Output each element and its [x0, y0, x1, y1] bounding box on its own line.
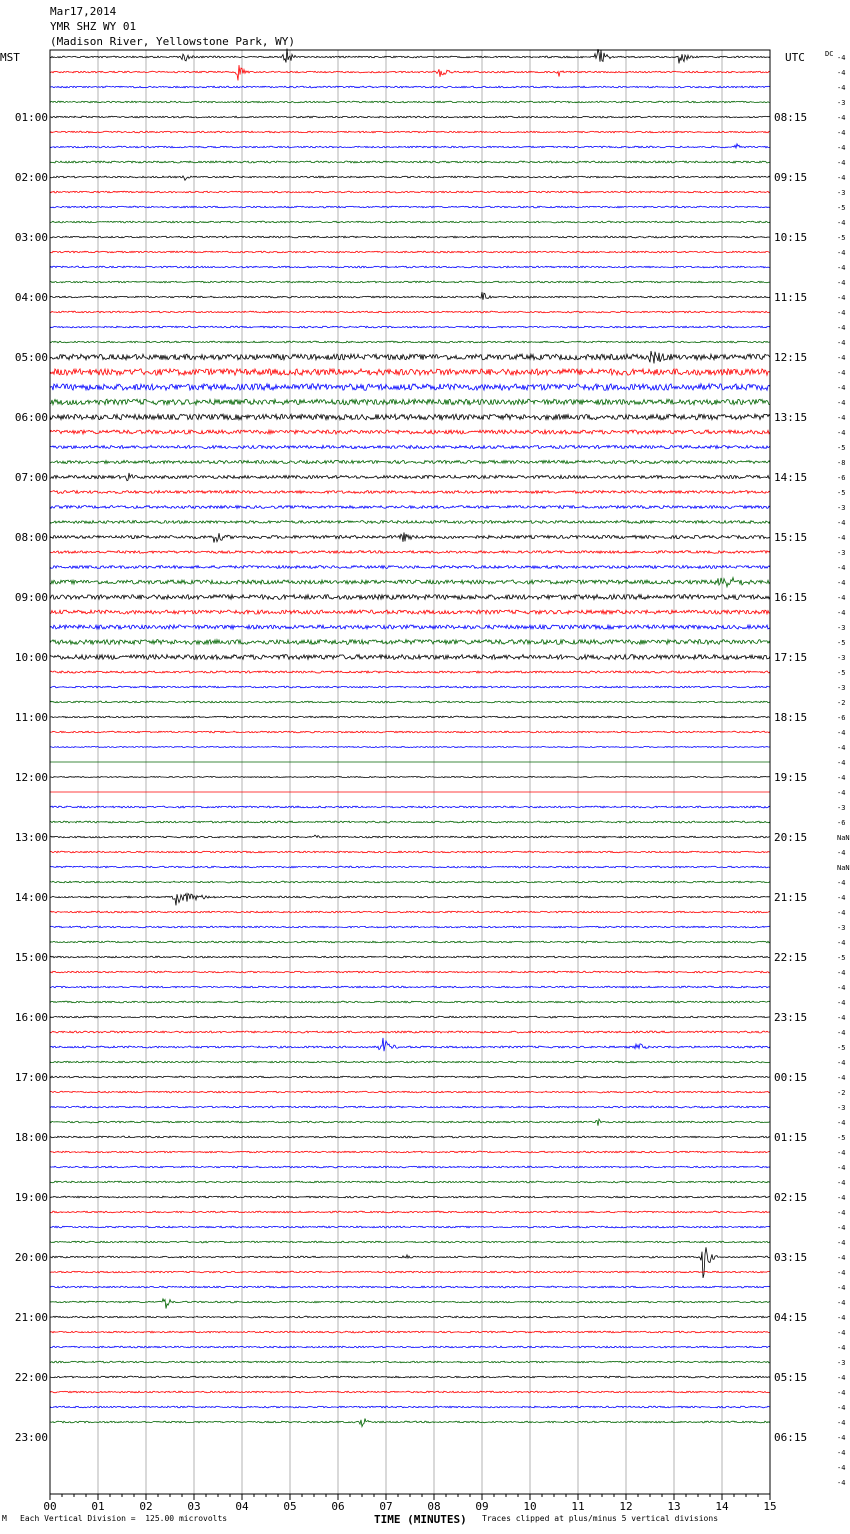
- row-scale-label: -5: [837, 954, 846, 962]
- row-scale-label: -4: [837, 609, 846, 617]
- trace-row: [50, 292, 770, 300]
- row-scale-label: -4: [837, 1239, 846, 1247]
- row-scale-label: -5: [837, 669, 846, 677]
- trace-row: [50, 326, 770, 328]
- trace-row: [50, 399, 770, 405]
- trace-row: [50, 251, 770, 253]
- trace-row: [50, 1038, 770, 1051]
- row-scale-label: -3: [837, 654, 846, 662]
- right-hour-label: 06:15: [774, 1431, 808, 1444]
- trace-row: [50, 1391, 770, 1393]
- trace-row: [50, 956, 770, 958]
- trace-row: [50, 1119, 770, 1126]
- trace-row: [50, 116, 770, 118]
- right-hour-label: 14:15: [774, 471, 808, 484]
- left-hour-label: 20:00: [14, 1251, 48, 1264]
- row-scale-label: -4: [837, 1059, 846, 1067]
- trace-row: [50, 1016, 770, 1018]
- row-scale-label: -3: [837, 549, 846, 557]
- trace-row: [50, 1419, 770, 1427]
- row-scale-label: -4: [837, 849, 846, 857]
- row-scale-label: -3: [837, 189, 846, 197]
- trace-row: [50, 1286, 770, 1288]
- left-hour-label: 22:00: [14, 1371, 48, 1384]
- row-scale-label: -4: [837, 114, 846, 122]
- trace-row: [50, 384, 770, 390]
- trace-row: [50, 776, 770, 777]
- row-scale-label: -4: [837, 984, 846, 992]
- trace-row: [50, 926, 770, 928]
- row-scale-label: -5: [837, 234, 846, 242]
- trace-row: [50, 532, 770, 542]
- logo-mark: M: [2, 1514, 7, 1523]
- trace-row: [50, 578, 770, 587]
- trace-row: [50, 1136, 770, 1138]
- left-hour-label: 16:00: [14, 1011, 48, 1024]
- row-scale-label: -3: [837, 684, 846, 692]
- x-tick-label: 03: [187, 1500, 201, 1513]
- row-scale-label: -4: [837, 1284, 846, 1292]
- left-hour-label: 15:00: [14, 951, 48, 964]
- trace-row: [50, 1211, 770, 1213]
- trace-row: [50, 101, 770, 103]
- row-scale-label: -5: [837, 639, 846, 647]
- row-scale-label: -4: [837, 594, 846, 602]
- trace-row: [50, 445, 770, 448]
- row-scale-label: -4: [837, 369, 846, 377]
- right-hour-label: 15:15: [774, 531, 808, 544]
- row-scale-label: -4: [837, 294, 846, 302]
- trace-row: [50, 806, 770, 808]
- right-hour-label: 21:15: [774, 891, 808, 904]
- trace-row: [50, 1031, 770, 1033]
- trace-row: [50, 746, 770, 747]
- trace-row: [50, 610, 770, 614]
- dc-label: DC: [825, 50, 834, 58]
- right-hour-label: 11:15: [774, 291, 808, 304]
- trace-row: [50, 640, 770, 645]
- trace-row: [50, 49, 770, 64]
- right-hour-label: 08:15: [774, 111, 808, 124]
- trace-row: [50, 911, 770, 913]
- row-scale-label: -4: [837, 1224, 846, 1232]
- trace-row: [50, 1316, 770, 1318]
- row-scale-label: -4: [837, 1374, 846, 1382]
- row-scale-label: -4: [837, 1029, 846, 1037]
- left-hour-label: 03:00: [14, 231, 48, 244]
- trace-row: [50, 266, 770, 268]
- trace-row: [50, 625, 770, 629]
- trace-row: [50, 191, 770, 193]
- row-scale-label: -4: [837, 309, 846, 317]
- x-tick-label: 04: [235, 1500, 249, 1513]
- trace-row: [50, 144, 770, 148]
- trace-row: [50, 221, 770, 223]
- trace-row: [50, 430, 770, 434]
- x-tick-label: 02: [139, 1500, 153, 1513]
- trace-row: [50, 1299, 770, 1309]
- plot-axes: [15, 50, 850, 1513]
- row-scale-label: -4: [837, 1434, 846, 1442]
- row-scale-label: -3: [837, 624, 846, 632]
- row-scale-label: -4: [837, 579, 846, 587]
- trace-row: [50, 866, 770, 868]
- row-scale-label: -4: [837, 1449, 846, 1457]
- station-location: (Madison River, Yellowstone Park, WY): [50, 35, 296, 48]
- station-code: YMR SHZ WY 01: [50, 20, 137, 33]
- row-scale-label: -4: [837, 174, 846, 182]
- trace-row: [50, 65, 770, 80]
- left-hour-label: 18:00: [14, 1131, 48, 1144]
- trace-row: [50, 686, 770, 688]
- row-scale-label: -3: [837, 924, 846, 932]
- row-scale-label: -4: [837, 534, 846, 542]
- row-scale-label: -4: [837, 1479, 846, 1487]
- right-hour-label: 16:15: [774, 591, 808, 604]
- scale-note: Each Vertical Division = 125.00 microvolts: [20, 1514, 228, 1523]
- row-scale-label: -4: [837, 414, 846, 422]
- row-scale-label: -4: [837, 429, 846, 437]
- x-tick-label: 15: [763, 1500, 777, 1513]
- trace-row: [50, 655, 770, 660]
- row-scale-label: -4: [837, 1464, 846, 1472]
- left-hour-label: 06:00: [14, 411, 48, 424]
- row-scale-label: -4: [837, 384, 846, 392]
- row-scale-label: -4: [837, 1194, 846, 1202]
- x-tick-label: 06: [331, 1500, 345, 1513]
- row-scale-label: -4: [837, 774, 846, 782]
- right-hour-label: 13:15: [774, 411, 808, 424]
- row-scale-label: -4: [837, 939, 846, 947]
- trace-row: [50, 1001, 770, 1003]
- x-tick-label: 01: [91, 1500, 105, 1513]
- left-hour-label: 04:00: [14, 291, 48, 304]
- trace-row: [50, 851, 770, 853]
- right-hour-label: 01:15: [774, 1131, 808, 1144]
- right-hour-label: 20:15: [774, 831, 808, 844]
- left-hour-label: 08:00: [14, 531, 48, 544]
- trace-row: [50, 1271, 770, 1273]
- trace-row: [50, 161, 770, 163]
- row-scale-label: -5: [837, 444, 846, 452]
- left-hour-label: 21:00: [14, 1311, 48, 1324]
- trace-row: [50, 1196, 770, 1198]
- row-scale-label: -5: [837, 1134, 846, 1142]
- trace-row: [50, 86, 770, 88]
- right-hour-label: 02:15: [774, 1191, 808, 1204]
- row-scale-label: -4: [837, 729, 846, 737]
- row-scale-label: -4: [837, 759, 846, 767]
- left-timezone: MST: [0, 51, 20, 64]
- left-hour-label: 01:00: [14, 111, 48, 124]
- left-hour-label: 12:00: [14, 771, 48, 784]
- row-scale-label: -4: [837, 894, 846, 902]
- row-scale-label: -4: [837, 1149, 846, 1157]
- row-scale-label: -6: [837, 474, 846, 482]
- trace-row: [50, 131, 770, 133]
- right-hour-label: 18:15: [774, 711, 808, 724]
- row-scale-label: -4: [837, 1329, 846, 1337]
- row-scale-label: -4: [837, 144, 846, 152]
- row-scale-label: -4: [837, 999, 846, 1007]
- right-hour-label: 12:15: [774, 351, 808, 364]
- row-scale-label: -3: [837, 1359, 846, 1367]
- trace-row: [50, 460, 770, 463]
- trace-row: [50, 835, 770, 838]
- row-scale-label: -4: [837, 519, 846, 527]
- row-scale-label: -3: [837, 504, 846, 512]
- trace-row: [50, 731, 770, 733]
- row-scale-label: -4: [837, 249, 846, 257]
- x-tick-label: 14: [715, 1500, 729, 1513]
- right-hour-label: 10:15: [774, 231, 808, 244]
- left-hour-label: 19:00: [14, 1191, 48, 1204]
- row-scale-label: -4: [837, 54, 846, 62]
- row-scale-label: -4: [837, 324, 846, 332]
- row-scale-label: -4: [837, 1404, 846, 1412]
- trace-row: [50, 236, 770, 238]
- row-scale-label: -4: [837, 84, 846, 92]
- trace-row: [50, 551, 770, 554]
- row-scale-label: -4: [837, 969, 846, 977]
- x-tick-label: 09: [475, 1500, 489, 1513]
- record-date: Mar17,2014: [50, 5, 117, 18]
- trace-row: [50, 206, 770, 208]
- trace-row: [50, 821, 770, 823]
- trace-row: [50, 986, 770, 988]
- x-tick-label: 11: [571, 1500, 585, 1513]
- row-scale-label: -8: [837, 459, 846, 467]
- left-hour-label: 10:00: [14, 651, 48, 664]
- row-scale-label: -4: [837, 1119, 846, 1127]
- trace-row: [50, 1106, 770, 1108]
- trace-row: [50, 1247, 770, 1278]
- row-scale-label: -4: [837, 159, 846, 167]
- clip-note: Traces clipped at plus/minus 5 vertical divisions: [482, 1514, 719, 1523]
- x-tick-label: 00: [43, 1500, 57, 1513]
- left-hour-label: 17:00: [14, 1071, 48, 1084]
- trace-row: [50, 521, 770, 524]
- right-hour-label: 09:15: [774, 171, 808, 184]
- row-scale-label: NaN: [837, 834, 850, 842]
- trace-row: [50, 894, 770, 906]
- trace-row: [50, 701, 770, 703]
- right-hour-label: 22:15: [774, 951, 808, 964]
- row-scale-label: -5: [837, 1044, 846, 1052]
- trace-row: [50, 1406, 770, 1408]
- trace-row: [50, 414, 770, 420]
- left-hour-label: 14:00: [14, 891, 48, 904]
- trace-row: [50, 1241, 770, 1243]
- row-scale-label: NaN: [837, 864, 850, 872]
- row-scale-label: -4: [837, 909, 846, 917]
- row-scale-label: -4: [837, 1269, 846, 1277]
- row-scale-label: -4: [837, 564, 846, 572]
- trace-row: [50, 176, 770, 180]
- right-hour-label: 03:15: [774, 1251, 808, 1264]
- row-scale-label: -4: [837, 279, 846, 287]
- trace-row: [50, 1076, 770, 1078]
- trace-row: [50, 1376, 770, 1378]
- row-scale-label: -6: [837, 819, 846, 827]
- left-hour-label: 13:00: [14, 831, 48, 844]
- x-tick-label: 05: [283, 1500, 297, 1513]
- trace-row: [50, 341, 770, 343]
- row-scale-label: -3: [837, 99, 846, 107]
- trace-row: [50, 671, 770, 673]
- row-scale-label: -4: [837, 789, 846, 797]
- row-scale-label: -4: [837, 1314, 846, 1322]
- row-scale-label: -5: [837, 489, 846, 497]
- trace-row: [50, 1151, 770, 1153]
- trace-row: [50, 369, 770, 375]
- row-scale-label: -4: [837, 399, 846, 407]
- trace-row: [50, 941, 770, 943]
- row-scale-label: -2: [837, 699, 846, 707]
- left-hour-label: 09:00: [14, 591, 48, 604]
- row-scale-label: -4: [837, 1179, 846, 1187]
- row-scale-label: -4: [837, 1254, 846, 1262]
- right-hour-label: 17:15: [774, 651, 808, 664]
- x-tick-label: 10: [523, 1500, 537, 1513]
- trace-row: [50, 473, 770, 481]
- row-scale-label: -3: [837, 1104, 846, 1112]
- x-axis-label: TIME (MINUTES): [374, 1513, 467, 1526]
- row-scale-label: -4: [837, 339, 846, 347]
- row-scale-label: -4: [837, 1164, 846, 1172]
- trace-row: [50, 1061, 770, 1063]
- x-tick-label: 12: [619, 1500, 633, 1513]
- row-scale-label: -4: [837, 219, 846, 227]
- trace-row: [50, 1226, 770, 1228]
- right-hour-label: 00:15: [774, 1071, 808, 1084]
- row-scale-label: -4: [837, 264, 846, 272]
- trace-row: [50, 351, 770, 364]
- trace-row: [50, 1166, 770, 1168]
- row-scale-label: -4: [837, 1299, 846, 1307]
- row-scale-label: -5: [837, 204, 846, 212]
- right-hour-label: 19:15: [774, 771, 808, 784]
- row-scale-label: -4: [837, 1074, 846, 1082]
- right-hour-label: 04:15: [774, 1311, 808, 1324]
- trace-row: [50, 1346, 770, 1348]
- left-hour-label: 11:00: [14, 711, 48, 724]
- trace-row: [50, 566, 770, 569]
- trace-row: [50, 716, 770, 718]
- row-scale-label: -3: [837, 804, 846, 812]
- trace-row: [50, 971, 770, 973]
- row-scale-label: -4: [837, 354, 846, 362]
- row-scale-label: -4: [837, 879, 846, 887]
- right-hour-label: 23:15: [774, 1011, 808, 1024]
- trace-row: [50, 506, 770, 509]
- trace-row: [50, 1331, 770, 1333]
- trace-row: [50, 491, 770, 494]
- row-scale-label: -4: [837, 129, 846, 137]
- trace-row: [50, 311, 770, 313]
- row-scale-label: -4: [837, 69, 846, 77]
- left-hour-label: 05:00: [14, 351, 48, 364]
- row-scale-label: -4: [837, 1014, 846, 1022]
- x-tick-label: 07: [379, 1500, 393, 1513]
- trace-row: [50, 1361, 770, 1363]
- row-scale-label: -2: [837, 1089, 846, 1097]
- right-hour-label: 05:15: [774, 1371, 808, 1384]
- row-scale-label: -4: [837, 744, 846, 752]
- row-scale-label: -4: [837, 1389, 846, 1397]
- row-scale-label: -6: [837, 714, 846, 722]
- row-scale-label: -4: [837, 1419, 846, 1427]
- left-hour-label: 23:00: [14, 1431, 48, 1444]
- trace-row: [50, 881, 770, 883]
- x-tick-label: 08: [427, 1500, 441, 1513]
- trace-rows: [50, 49, 770, 1427]
- right-timezone: UTC: [785, 51, 805, 64]
- trace-row: [50, 1091, 770, 1093]
- x-tick-label: 13: [667, 1500, 681, 1513]
- row-scale-label: -4: [837, 1344, 846, 1352]
- left-hour-label: 07:00: [14, 471, 48, 484]
- trace-row: [50, 281, 770, 283]
- trace-row: [50, 1181, 770, 1183]
- row-scale-label: -4: [837, 1209, 846, 1217]
- trace-row: [50, 595, 770, 600]
- left-hour-label: 02:00: [14, 171, 48, 184]
